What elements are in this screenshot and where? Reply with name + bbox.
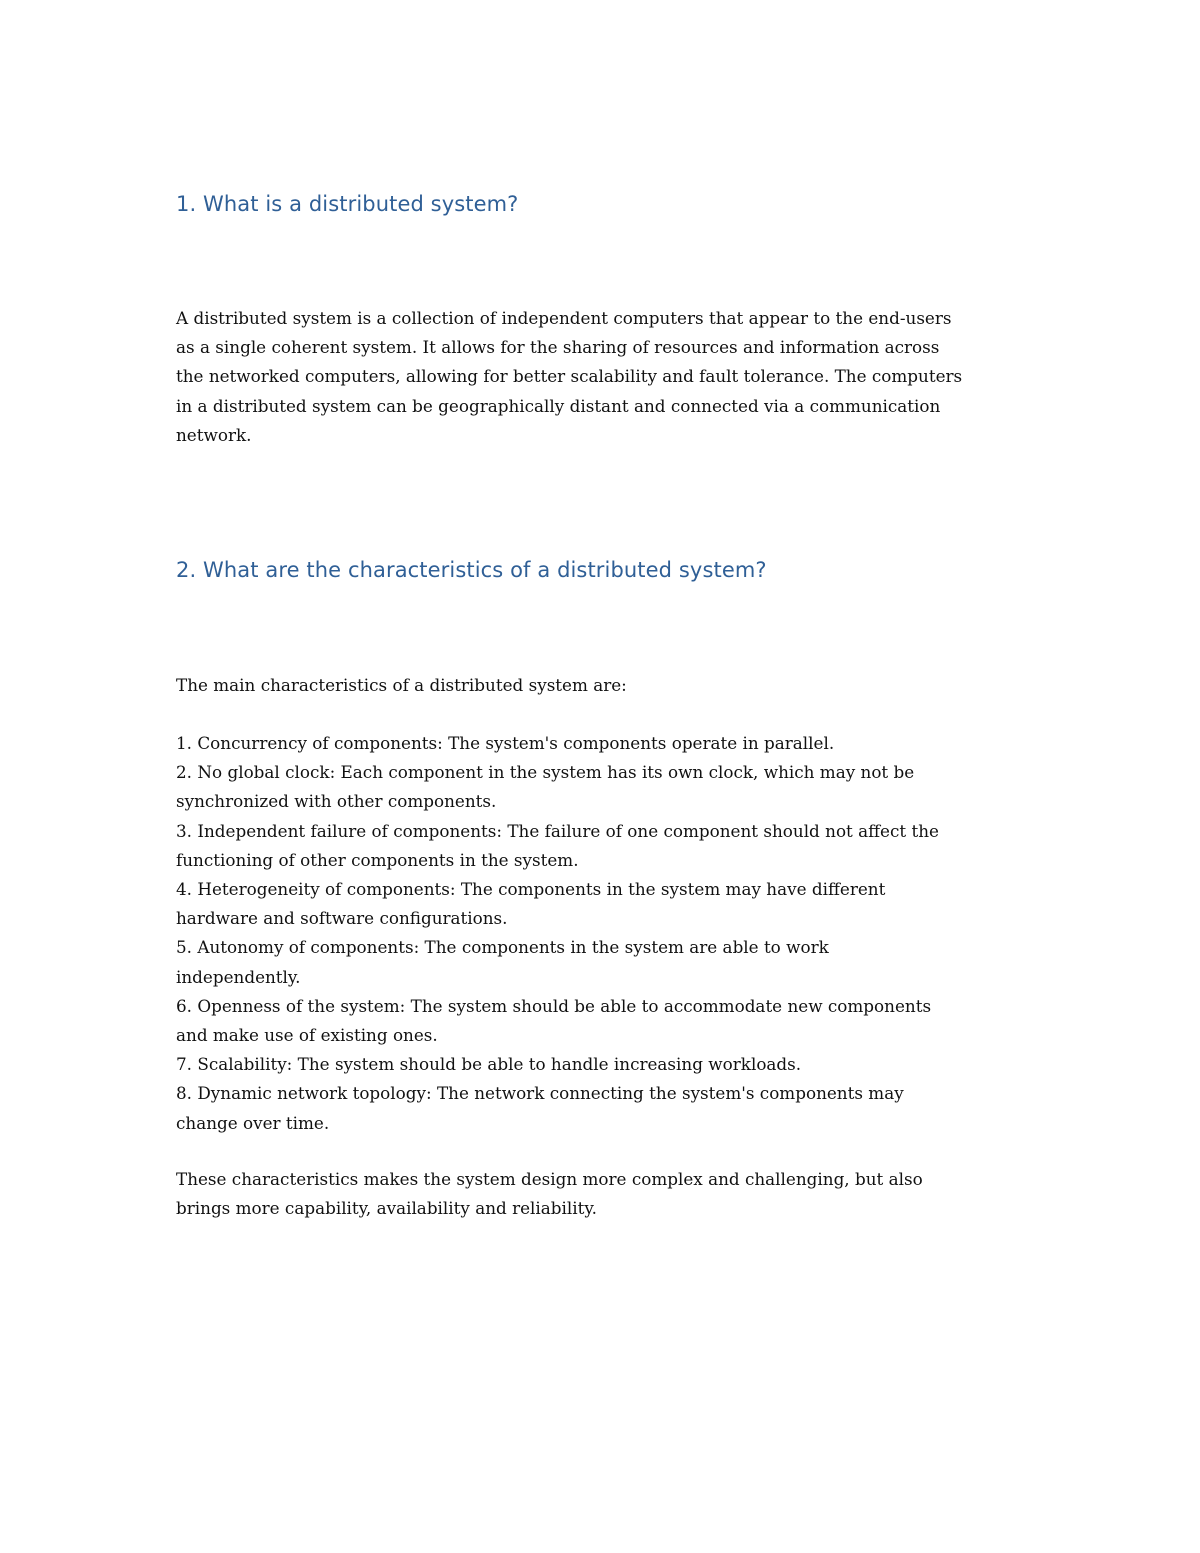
list-item: 4. Heterogeneity of components: The components in the system may have different [176,879,886,900]
paragraph-line: A distributed system is a collection of independent computers that appear to the end-users [176,308,952,328]
paragraph-line: These characteristics makes the system design more complex and challenging, but also [176,1169,923,1189]
paragraph-line: brings more capability, availability and reliability. [176,1198,597,1219]
paragraph-line: as a single coherent system. It allows for the sharing of resources and information across [176,337,940,358]
list-item: 5. Autonomy of components: The components in the system are able to work [176,937,829,958]
section-1-heading: 1. What is a distributed system? [176,192,519,216]
list-item: 7. Scalability: The system should be able to handle increasing workloads. [176,1054,802,1075]
paragraph-line: network. [176,424,252,445]
section-2-heading: 2. What are the characteristics of a distributed system? [176,558,767,582]
list-item: 2. No global clock: Each component in the system has its own clock, which may not be [176,762,915,783]
section-2-closing-paragraph [176,1165,1046,1223]
list-item-continuation: independently. [176,966,301,987]
list-item-continuation: change over time. [176,1112,330,1133]
list-item: 6. Openness of the system: The system should be able to accommodate new components [176,995,932,1016]
list-item-continuation: synchronized with other components. [176,791,497,812]
list-item-continuation: functioning of other components in the system. [176,849,579,870]
list-item-continuation: hardware and software configurations. [176,908,508,929]
list-item-continuation: and make use of existing ones. [176,1025,438,1046]
paragraph-line: in a distributed system can be geographically distant and connected via a communication [176,395,941,416]
characteristics-list [176,729,1046,1138]
paragraph-line: the networked computers, allowing for better scalability and fault tolerance. The computers [176,366,963,387]
list-item: 8. Dynamic network topology: The network connecting the system's components may [176,1083,904,1104]
list-item: 1. Concurrency of components: The system's components operate in parallel. [176,733,835,753]
section-2-intro: The main characteristics of a distributed system are: [176,675,627,695]
section-1-paragraph [176,304,1046,450]
list-item: 3. Independent failure of components: The failure of one component should not affect the [176,820,939,841]
